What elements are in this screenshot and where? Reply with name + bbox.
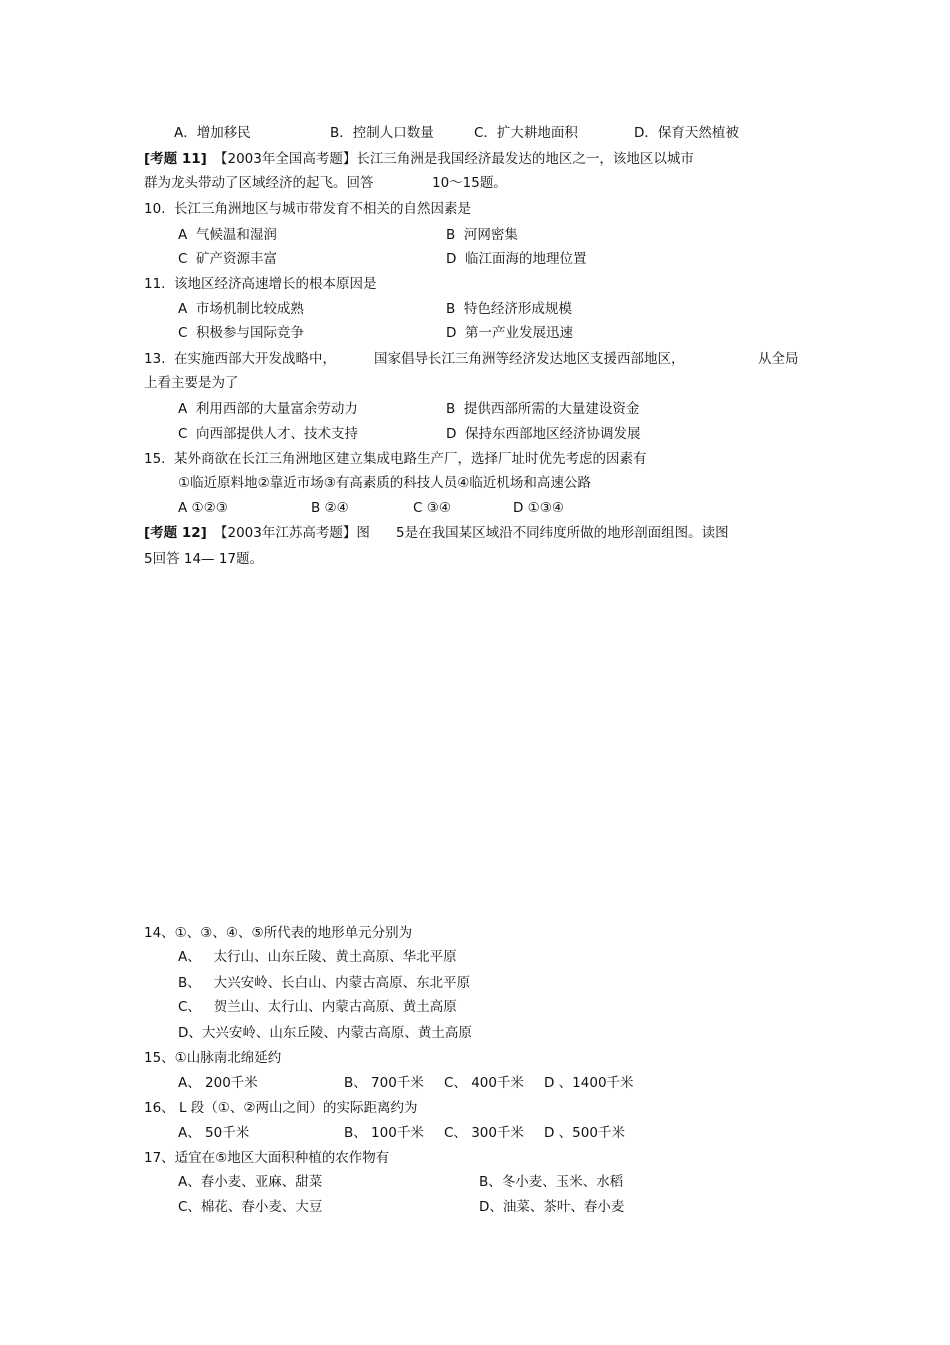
- question-16-option-a: A、 50千米: [178, 1125, 250, 1141]
- question-14-option-d: D、大兴安岭、山东丘陵、内蒙古高原、黄土高原: [178, 1025, 472, 1041]
- question-11-option-d: D 第一产业发展迅速: [446, 325, 573, 341]
- option-d: D．保育天然植被: [634, 125, 739, 141]
- option-c: C．扩大耕地面积: [474, 125, 578, 141]
- question-14-stem: 14、①、③、④、⑤所代表的地形单元分别为: [144, 925, 413, 941]
- option-a: A．增加移民: [174, 125, 251, 141]
- question-15a-option-a: A ①②③: [178, 500, 228, 516]
- question-15b-option-d: D 、1400千米: [544, 1075, 634, 1091]
- exam-intro-11-line1: 【2003年全国高考题】长江三角洲是我国经济最发达的地区之一，该地区以城市: [214, 151, 694, 167]
- question-13-option-a: A 利用西部的大量富余劳动力: [178, 401, 358, 417]
- question-13-option-b: B 提供西部所需的大量建设资金: [446, 401, 640, 417]
- question-10-option-a: A 气候温和湿润: [178, 227, 277, 243]
- question-15b-option-c: C、 400千米: [444, 1075, 524, 1091]
- question-15a-option-b: B ②④: [311, 500, 349, 516]
- question-16-option-c: C、 300千米: [444, 1125, 524, 1141]
- question-14-option-c: C、 贺兰山、太行山、内蒙古高原、黄土高原: [178, 999, 457, 1015]
- question-14-option-a: A、 太行山、山东丘陵、黄土高原、华北平原: [178, 949, 457, 965]
- question-16-option-b: B、 100千米: [344, 1125, 424, 1141]
- question-17-option-d: D、油菜、茶叶、春小麦: [479, 1199, 625, 1215]
- question-17-option-a: A、春小麦、亚麻、甜菜: [178, 1174, 323, 1190]
- question-11-option-b: B 特色经济形成规模: [446, 301, 572, 317]
- exam-intro-12-line1-cont: 5是在我国某区域沿不同纬度所做的地形剖面组图。读图: [396, 525, 729, 541]
- question-16-stem: 16、 L 段（①、②两山之间）的实际距离约为: [144, 1100, 418, 1116]
- question-15a-option-d: D ①③④: [513, 500, 564, 516]
- question-13-stem-part2: 国家倡导长江三角洲等经济发达地区支援西部地区，: [374, 351, 685, 367]
- question-16-option-d: D 、500千米: [544, 1125, 625, 1141]
- question-13-option-d: D 保持东西部地区经济协调发展: [446, 426, 641, 442]
- question-17-option-b: B、冬小麦、玉米、水稻: [479, 1174, 624, 1190]
- exam-intro-11-range: 10～15题。: [432, 175, 507, 191]
- question-13-stem-part1: 13. 在实施西部大开发战略中，: [144, 351, 337, 367]
- question-15b-option-a: A、 200千米: [178, 1075, 258, 1091]
- question-15a-option-c: C ③④: [413, 500, 451, 516]
- question-10-option-c: C 矿产资源丰富: [178, 251, 278, 267]
- question-13-stem-part3: 从全局: [758, 351, 799, 367]
- question-13-option-c: C 向西部提供人才、技术支持: [178, 426, 359, 442]
- question-14-option-b: B、 大兴安岭、长白山、内蒙古高原、东北平原: [178, 975, 471, 991]
- question-11-option-a: A 市场机制比较成熟: [178, 301, 304, 317]
- question-10-option-d: D 临江面海的地理位置: [446, 251, 587, 267]
- question-15b-option-b: B、 700千米: [344, 1075, 424, 1091]
- question-17-stem: 17、适宜在⑤地区大面积种植的农作物有: [144, 1150, 390, 1166]
- exam-intro-12-line1: 【2003年江苏高考题】图: [214, 525, 370, 541]
- question-10-stem: 10. 长江三角洲地区与城市带发育不相关的自然因素是: [144, 201, 472, 217]
- question-15a-factors: ①临近原料地②靠近市场③有高素质的科技人员④临近机场和高速公路: [178, 475, 591, 491]
- question-15a-stem: 15. 某外商欲在长江三角洲地区建立集成电路生产厂，选择厂址时优先考虑的因素有: [144, 451, 647, 467]
- exam-tag-11: [考题 11]: [144, 151, 207, 167]
- question-15b-stem: 15、①山脉南北绵延约: [144, 1050, 282, 1066]
- exam-intro-12-line2: 5回答 14— 17题。: [144, 551, 264, 567]
- question-11-stem: 11. 该地区经济高速增长的根本原因是: [144, 276, 377, 292]
- option-b: B．控制人口数量: [330, 125, 434, 141]
- question-13-stem-line2: 上看主要是为了: [144, 375, 239, 391]
- question-10-option-b: B 河网密集: [446, 227, 518, 243]
- exam-intro-11-line2: 群为龙头带动了区域经济的起飞。回答: [144, 175, 374, 191]
- question-17-option-c: C、棉花、春小麦、大豆: [178, 1199, 323, 1215]
- exam-tag-12: [考题 12]: [144, 525, 207, 541]
- question-11-option-c: C 积极参与国际竞争: [178, 325, 305, 341]
